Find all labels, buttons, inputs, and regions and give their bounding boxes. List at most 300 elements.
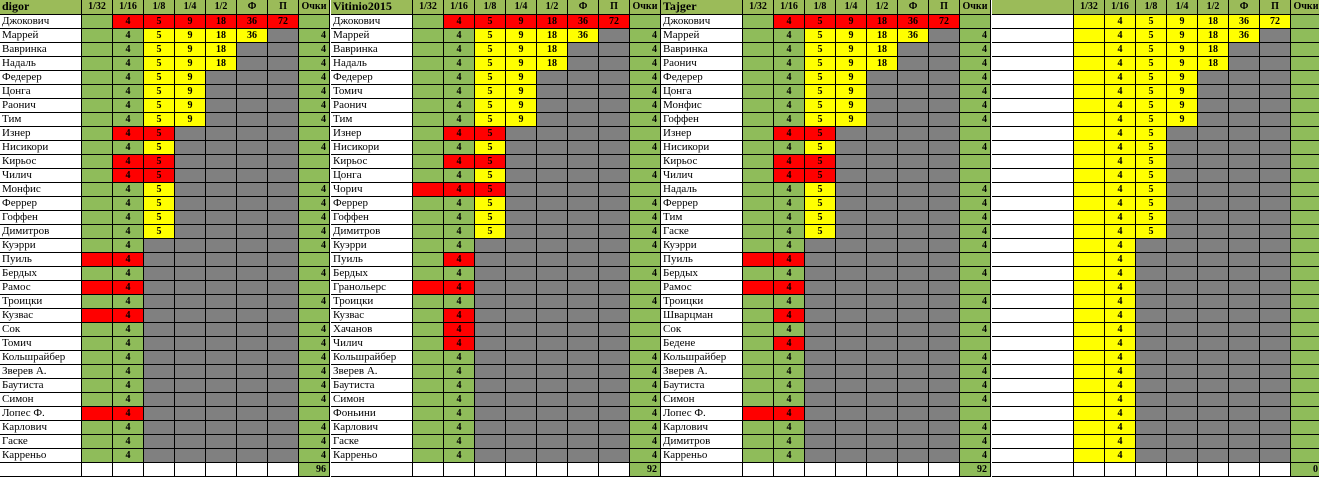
points-cell[interactable]: 4 — [299, 71, 330, 85]
points-cell[interactable]: 4 — [299, 393, 330, 407]
round-cell[interactable]: 5 — [1136, 141, 1167, 155]
round-cell[interactable]: 36 — [1229, 29, 1260, 43]
player-name[interactable]: Джокович — [661, 15, 743, 29]
points-cell[interactable]: 4 — [960, 379, 991, 393]
player-name[interactable]: Изнер — [661, 127, 743, 141]
round-cell[interactable] — [1074, 337, 1105, 351]
round-cell[interactable]: 9 — [836, 99, 867, 113]
round-cell[interactable] — [82, 281, 113, 295]
round-cell[interactable]: 36 — [898, 15, 929, 29]
round-cell[interactable] — [237, 71, 268, 85]
total-row-blank[interactable] — [175, 463, 206, 477]
round-cell[interactable] — [82, 141, 113, 155]
total-row-blank[interactable] — [1198, 463, 1229, 477]
round-cell[interactable]: 72 — [1260, 15, 1291, 29]
player-name[interactable]: Раонич — [661, 57, 743, 71]
round-cell[interactable] — [1198, 71, 1229, 85]
round-cell[interactable] — [268, 239, 299, 253]
round-cell[interactable]: 72 — [599, 15, 630, 29]
round-cell[interactable] — [237, 141, 268, 155]
round-cell[interactable] — [268, 267, 299, 281]
points-cell[interactable] — [299, 15, 330, 29]
points-cell[interactable] — [1291, 365, 1319, 379]
player-name[interactable] — [992, 71, 1074, 85]
points-cell[interactable] — [1291, 155, 1319, 169]
round-cell[interactable] — [1074, 29, 1105, 43]
round-cell[interactable] — [175, 407, 206, 421]
round-cell[interactable]: 4 — [1105, 29, 1136, 43]
round-cell[interactable] — [506, 183, 537, 197]
round-cell[interactable]: 18 — [867, 29, 898, 43]
round-cell[interactable] — [506, 225, 537, 239]
round-cell[interactable] — [1260, 127, 1291, 141]
player-name[interactable]: Фоньини — [331, 407, 413, 421]
round-header[interactable]: 1/2 — [1198, 0, 1229, 15]
round-cell[interactable] — [1198, 239, 1229, 253]
points-cell[interactable]: 4 — [630, 351, 661, 365]
points-cell[interactable]: 4 — [630, 239, 661, 253]
round-cell[interactable] — [268, 183, 299, 197]
round-cell[interactable] — [1136, 449, 1167, 463]
round-cell[interactable]: 4 — [444, 85, 475, 99]
points-cell[interactable] — [299, 155, 330, 169]
round-cell[interactable] — [82, 169, 113, 183]
round-cell[interactable]: 18 — [1198, 43, 1229, 57]
round-cell[interactable] — [929, 127, 960, 141]
round-cell[interactable] — [867, 421, 898, 435]
round-cell[interactable]: 4 — [444, 365, 475, 379]
player-name[interactable]: Чилич — [331, 337, 413, 351]
points-cell[interactable] — [1291, 421, 1319, 435]
round-cell[interactable]: 4 — [774, 239, 805, 253]
points-cell[interactable]: 4 — [299, 29, 330, 43]
round-cell[interactable] — [1198, 351, 1229, 365]
round-cell[interactable] — [805, 267, 836, 281]
round-cell[interactable] — [1198, 295, 1229, 309]
points-cell[interactable] — [1291, 351, 1319, 365]
round-cell[interactable] — [1229, 127, 1260, 141]
player-name[interactable] — [992, 407, 1074, 421]
points-cell[interactable]: 4 — [960, 449, 991, 463]
round-cell[interactable]: 4 — [774, 267, 805, 281]
points-cell[interactable]: 4 — [960, 141, 991, 155]
round-cell[interactable] — [1198, 141, 1229, 155]
round-cell[interactable] — [1167, 281, 1198, 295]
round-cell[interactable] — [836, 351, 867, 365]
round-cell[interactable]: 4 — [113, 169, 144, 183]
round-cell[interactable] — [929, 99, 960, 113]
round-cell[interactable] — [82, 113, 113, 127]
round-cell[interactable]: 18 — [206, 15, 237, 29]
round-cell[interactable]: 4 — [774, 71, 805, 85]
round-cell[interactable]: 5 — [1136, 85, 1167, 99]
round-cell[interactable] — [413, 15, 444, 29]
round-cell[interactable] — [743, 113, 774, 127]
points-cell[interactable] — [299, 281, 330, 295]
round-cell[interactable] — [175, 211, 206, 225]
round-cell[interactable]: 4 — [444, 29, 475, 43]
round-cell[interactable] — [413, 295, 444, 309]
player-name[interactable] — [992, 449, 1074, 463]
round-cell[interactable] — [836, 295, 867, 309]
round-cell[interactable] — [867, 449, 898, 463]
player-name[interactable] — [992, 393, 1074, 407]
round-cell[interactable] — [506, 365, 537, 379]
round-cell[interactable] — [929, 43, 960, 57]
player-name[interactable]: Симон — [661, 393, 743, 407]
round-cell[interactable] — [206, 71, 237, 85]
round-cell[interactable]: 18 — [1198, 57, 1229, 71]
round-cell[interactable] — [237, 407, 268, 421]
round-cell[interactable]: 36 — [568, 29, 599, 43]
round-cell[interactable]: 4 — [774, 253, 805, 267]
round-cell[interactable] — [599, 71, 630, 85]
player-name[interactable]: Раонич — [331, 99, 413, 113]
round-cell[interactable]: 4 — [444, 57, 475, 71]
player-name[interactable]: Тим — [0, 113, 82, 127]
round-cell[interactable] — [413, 309, 444, 323]
round-cell[interactable] — [743, 379, 774, 393]
round-cell[interactable] — [805, 379, 836, 393]
round-cell[interactable] — [1136, 421, 1167, 435]
round-cell[interactable] — [568, 211, 599, 225]
round-cell[interactable] — [237, 421, 268, 435]
round-cell[interactable] — [82, 379, 113, 393]
round-cell[interactable] — [1074, 351, 1105, 365]
round-cell[interactable]: 18 — [206, 57, 237, 71]
player-name[interactable]: Лопес Ф. — [661, 407, 743, 421]
round-cell[interactable]: 5 — [144, 211, 175, 225]
round-cell[interactable] — [413, 239, 444, 253]
round-cell[interactable] — [929, 29, 960, 43]
points-cell[interactable]: 4 — [960, 183, 991, 197]
round-cell[interactable] — [1229, 323, 1260, 337]
round-cell[interactable]: 9 — [836, 43, 867, 57]
round-cell[interactable]: 4 — [774, 15, 805, 29]
round-cell[interactable] — [475, 435, 506, 449]
player-name[interactable]: Пуиль — [0, 253, 82, 267]
round-cell[interactable]: 9 — [1167, 99, 1198, 113]
round-cell[interactable] — [1074, 267, 1105, 281]
round-cell[interactable]: 4 — [1105, 43, 1136, 57]
round-cell[interactable]: 4 — [113, 225, 144, 239]
round-cell[interactable] — [82, 323, 113, 337]
round-cell[interactable] — [175, 155, 206, 169]
round-cell[interactable] — [237, 225, 268, 239]
round-cell[interactable] — [1074, 239, 1105, 253]
player-name[interactable]: Димитров — [0, 225, 82, 239]
round-cell[interactable] — [413, 85, 444, 99]
round-cell[interactable]: 4 — [444, 309, 475, 323]
round-cell[interactable]: 5 — [144, 43, 175, 57]
points-cell[interactable] — [630, 127, 661, 141]
round-cell[interactable] — [836, 421, 867, 435]
round-cell[interactable]: 4 — [113, 99, 144, 113]
player-name[interactable]: Хачанов — [331, 323, 413, 337]
round-cell[interactable] — [929, 183, 960, 197]
round-cell[interactable]: 4 — [113, 253, 144, 267]
round-cell[interactable]: 9 — [836, 29, 867, 43]
round-cell[interactable]: 4 — [774, 85, 805, 99]
round-cell[interactable]: 5 — [805, 15, 836, 29]
round-cell[interactable] — [475, 379, 506, 393]
round-cell[interactable] — [867, 155, 898, 169]
points-cell[interactable] — [299, 127, 330, 141]
round-cell[interactable] — [1260, 253, 1291, 267]
round-cell[interactable] — [1136, 295, 1167, 309]
round-cell[interactable] — [898, 211, 929, 225]
round-cell[interactable] — [898, 43, 929, 57]
round-cell[interactable] — [206, 337, 237, 351]
round-cell[interactable]: 5 — [475, 155, 506, 169]
round-cell[interactable]: 5 — [1136, 197, 1167, 211]
round-cell[interactable] — [175, 127, 206, 141]
round-cell[interactable]: 4 — [113, 407, 144, 421]
round-header[interactable]: 1/32 — [1074, 0, 1105, 15]
points-cell[interactable]: 4 — [299, 211, 330, 225]
round-cell[interactable] — [1260, 57, 1291, 71]
round-cell[interactable] — [599, 253, 630, 267]
total-row-blank[interactable] — [929, 463, 960, 477]
round-cell[interactable]: 5 — [144, 155, 175, 169]
round-cell[interactable] — [836, 281, 867, 295]
round-cell[interactable] — [506, 239, 537, 253]
round-cell[interactable] — [743, 57, 774, 71]
points-cell[interactable] — [630, 155, 661, 169]
round-cell[interactable] — [206, 281, 237, 295]
round-cell[interactable] — [206, 225, 237, 239]
round-cell[interactable] — [268, 29, 299, 43]
round-cell[interactable] — [1198, 267, 1229, 281]
round-cell[interactable] — [867, 99, 898, 113]
round-header[interactable]: 1/2 — [537, 0, 568, 15]
round-cell[interactable] — [743, 337, 774, 351]
round-cell[interactable] — [1229, 435, 1260, 449]
round-cell[interactable]: 4 — [113, 281, 144, 295]
round-cell[interactable] — [144, 239, 175, 253]
player-name[interactable]: Карлович — [331, 421, 413, 435]
round-cell[interactable] — [929, 113, 960, 127]
round-cell[interactable]: 4 — [774, 337, 805, 351]
round-cell[interactable] — [82, 365, 113, 379]
round-cell[interactable] — [599, 239, 630, 253]
round-cell[interactable]: 5 — [805, 211, 836, 225]
round-cell[interactable]: 4 — [1105, 309, 1136, 323]
round-cell[interactable] — [475, 323, 506, 337]
round-cell[interactable]: 9 — [836, 71, 867, 85]
round-cell[interactable] — [1229, 169, 1260, 183]
player-name[interactable]: Федерер — [331, 71, 413, 85]
round-cell[interactable] — [144, 421, 175, 435]
round-cell[interactable] — [1074, 365, 1105, 379]
round-cell[interactable] — [898, 225, 929, 239]
points-cell[interactable]: 4 — [299, 85, 330, 99]
round-cell[interactable] — [537, 365, 568, 379]
player-name[interactable]: Нисикори — [0, 141, 82, 155]
player-name[interactable]: Карлович — [661, 421, 743, 435]
round-cell[interactable]: 4 — [444, 449, 475, 463]
round-cell[interactable] — [268, 141, 299, 155]
round-cell[interactable] — [144, 295, 175, 309]
round-cell[interactable] — [1167, 379, 1198, 393]
round-cell[interactable]: 9 — [175, 85, 206, 99]
round-cell[interactable] — [537, 99, 568, 113]
round-cell[interactable] — [929, 393, 960, 407]
round-cell[interactable] — [1198, 183, 1229, 197]
player-name[interactable]: Вавринка — [661, 43, 743, 57]
round-cell[interactable] — [175, 393, 206, 407]
round-cell[interactable] — [599, 197, 630, 211]
round-cell[interactable]: 4 — [113, 323, 144, 337]
points-cell[interactable] — [960, 155, 991, 169]
points-cell[interactable] — [1291, 407, 1319, 421]
round-cell[interactable] — [1198, 169, 1229, 183]
round-cell[interactable]: 4 — [113, 57, 144, 71]
round-header[interactable]: П — [268, 0, 299, 15]
player-name[interactable]: Томич — [331, 85, 413, 99]
round-cell[interactable]: 4 — [444, 295, 475, 309]
round-cell[interactable] — [929, 169, 960, 183]
round-cell[interactable] — [82, 127, 113, 141]
total-row-blank[interactable] — [836, 463, 867, 477]
round-cell[interactable] — [1260, 407, 1291, 421]
round-cell[interactable] — [1167, 253, 1198, 267]
points-cell[interactable] — [299, 407, 330, 421]
round-cell[interactable] — [144, 365, 175, 379]
round-cell[interactable] — [867, 169, 898, 183]
round-header[interactable]: 1/4 — [506, 0, 537, 15]
total-row-blank[interactable] — [1105, 463, 1136, 477]
round-cell[interactable] — [1167, 295, 1198, 309]
round-cell[interactable]: 5 — [475, 183, 506, 197]
round-cell[interactable] — [898, 421, 929, 435]
points-cell[interactable]: 4 — [630, 197, 661, 211]
round-cell[interactable]: 18 — [537, 29, 568, 43]
round-cell[interactable] — [1198, 211, 1229, 225]
round-cell[interactable]: 5 — [1136, 15, 1167, 29]
round-cell[interactable] — [867, 197, 898, 211]
round-cell[interactable] — [413, 169, 444, 183]
round-cell[interactable] — [268, 197, 299, 211]
round-cell[interactable] — [1074, 407, 1105, 421]
round-cell[interactable] — [743, 169, 774, 183]
round-cell[interactable] — [537, 267, 568, 281]
points-cell[interactable] — [299, 309, 330, 323]
round-cell[interactable] — [237, 309, 268, 323]
round-cell[interactable]: 5 — [475, 113, 506, 127]
player-name[interactable]: Димитров — [331, 225, 413, 239]
round-cell[interactable] — [175, 169, 206, 183]
round-cell[interactable] — [867, 337, 898, 351]
round-cell[interactable]: 4 — [774, 99, 805, 113]
round-cell[interactable]: 5 — [144, 141, 175, 155]
round-cell[interactable] — [1074, 197, 1105, 211]
round-cell[interactable] — [206, 267, 237, 281]
round-cell[interactable]: 9 — [836, 85, 867, 99]
round-cell[interactable] — [898, 337, 929, 351]
points-cell[interactable] — [1291, 281, 1319, 295]
round-cell[interactable] — [929, 239, 960, 253]
round-cell[interactable] — [413, 225, 444, 239]
player-name[interactable]: Феррер — [661, 197, 743, 211]
round-cell[interactable] — [175, 435, 206, 449]
round-header[interactable]: 1/16 — [444, 0, 475, 15]
points-cell[interactable]: 4 — [299, 267, 330, 281]
round-cell[interactable]: 4 — [113, 183, 144, 197]
points-cell[interactable] — [299, 253, 330, 267]
round-cell[interactable] — [743, 197, 774, 211]
round-cell[interactable] — [144, 253, 175, 267]
round-cell[interactable]: 5 — [1136, 169, 1167, 183]
round-cell[interactable] — [1074, 183, 1105, 197]
points-cell[interactable] — [1291, 379, 1319, 393]
round-cell[interactable] — [1167, 211, 1198, 225]
round-cell[interactable]: 4 — [113, 43, 144, 57]
round-cell[interactable] — [1136, 253, 1167, 267]
round-cell[interactable] — [475, 337, 506, 351]
round-cell[interactable]: 9 — [175, 57, 206, 71]
player-name[interactable]: Изнер — [331, 127, 413, 141]
round-cell[interactable] — [413, 29, 444, 43]
round-cell[interactable] — [1167, 421, 1198, 435]
round-header[interactable]: 1/8 — [475, 0, 506, 15]
round-cell[interactable] — [175, 337, 206, 351]
player-name[interactable]: Тим — [331, 113, 413, 127]
round-cell[interactable] — [237, 127, 268, 141]
round-cell[interactable] — [568, 113, 599, 127]
round-cell[interactable] — [237, 99, 268, 113]
player-name[interactable]: Раонич — [0, 99, 82, 113]
round-cell[interactable] — [898, 127, 929, 141]
round-cell[interactable]: 4 — [1105, 99, 1136, 113]
round-cell[interactable]: 5 — [805, 85, 836, 99]
round-cell[interactable] — [929, 449, 960, 463]
round-cell[interactable] — [82, 211, 113, 225]
round-cell[interactable] — [206, 155, 237, 169]
round-cell[interactable] — [413, 337, 444, 351]
round-cell[interactable]: 5 — [805, 113, 836, 127]
round-cell[interactable]: 4 — [1105, 407, 1136, 421]
round-cell[interactable] — [1198, 309, 1229, 323]
player-name[interactable]: Сок — [0, 323, 82, 337]
round-cell[interactable] — [144, 281, 175, 295]
round-cell[interactable] — [1229, 197, 1260, 211]
round-cell[interactable]: 5 — [1136, 155, 1167, 169]
round-cell[interactable] — [206, 295, 237, 309]
round-cell[interactable] — [268, 449, 299, 463]
round-cell[interactable] — [743, 15, 774, 29]
round-cell[interactable] — [1229, 211, 1260, 225]
round-cell[interactable] — [743, 309, 774, 323]
player-name[interactable]: Бедене — [661, 337, 743, 351]
round-cell[interactable] — [1074, 155, 1105, 169]
player-name[interactable]: Гаске — [331, 435, 413, 449]
round-cell[interactable] — [1260, 323, 1291, 337]
points-cell[interactable] — [630, 281, 661, 295]
round-cell[interactable] — [175, 379, 206, 393]
round-cell[interactable] — [599, 183, 630, 197]
round-cell[interactable]: 4 — [444, 393, 475, 407]
round-cell[interactable] — [413, 365, 444, 379]
round-cell[interactable]: 9 — [1167, 113, 1198, 127]
round-header[interactable]: 1/8 — [144, 0, 175, 15]
round-cell[interactable] — [743, 449, 774, 463]
round-cell[interactable] — [1260, 183, 1291, 197]
round-cell[interactable]: 5 — [805, 127, 836, 141]
round-cell[interactable]: 4 — [1105, 155, 1136, 169]
round-cell[interactable] — [537, 71, 568, 85]
round-cell[interactable]: 9 — [175, 99, 206, 113]
